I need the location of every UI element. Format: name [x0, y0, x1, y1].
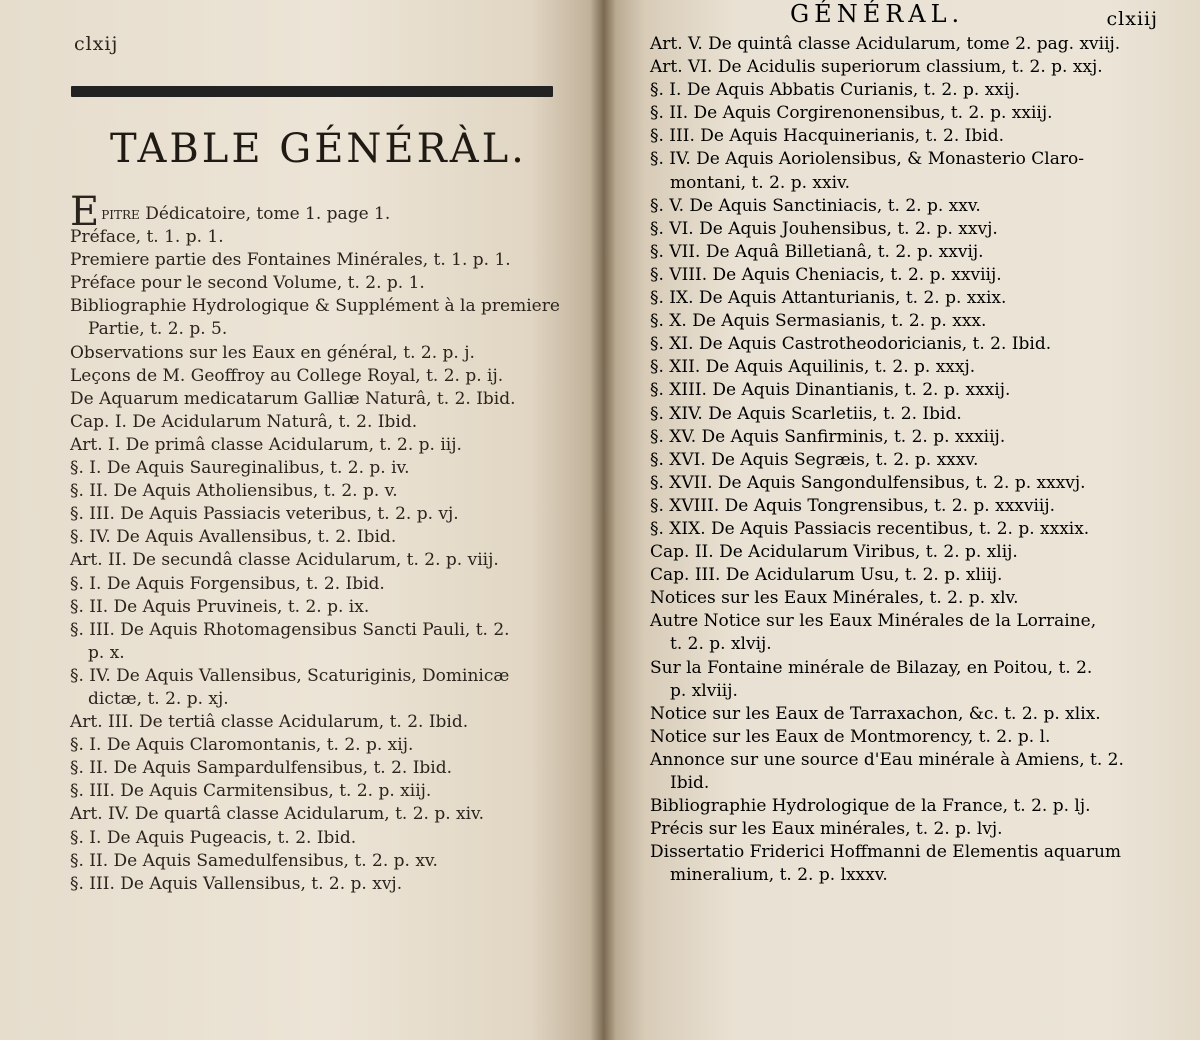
- list-item: §. XII. De Aquis Aquilinis, t. 2. p. xxxj.: [650, 357, 976, 378]
- list-item: Autre Notice sur les Eaux Minérales de la Lorraine,: [650, 611, 1097, 632]
- list-item: Sur la Fontaine minérale de Bilazay, en Poitou, t. 2.: [650, 657, 1093, 678]
- list-item: p. xlviij.: [670, 680, 738, 701]
- list-item: p. x.: [88, 642, 125, 663]
- list-item: Art. V. De quintâ classe Acidularum, tome 2. pag. xviij.: [650, 34, 1121, 54]
- list-item: §. III. De Aquis Rhotomagensibus Sancti Pauli, t. 2.: [70, 619, 510, 640]
- list-item: Art. III. De tertiâ classe Acidularum, t. 2. Ibid.: [70, 712, 469, 733]
- list-item: §. IX. De Aquis Attanturianis, t. 2. p. xxix.: [650, 288, 1007, 309]
- list-item: §. XVI. De Aquis Segræis, t. 2. p. xxxv.: [650, 449, 979, 470]
- left-page-number: clxij: [74, 33, 119, 55]
- list-item: De Aquarum medicatarum Galliæ Naturâ, t. 2. Ibid.: [70, 388, 516, 409]
- list-item: §. XIII. De Aquis Dinantianis, t. 2. p. xxxij.: [650, 380, 1011, 401]
- list-item: §. V. De Aquis Sanctiniacis, t. 2. p. xxv.: [650, 195, 981, 216]
- list-item: §. X. De Aquis Sermasianis, t. 2. p. xxx.: [650, 311, 987, 332]
- list-item: montani, t. 2. p. xxiv.: [670, 172, 851, 193]
- list-item: §. XVII. De Aquis Sangondulfensibus, t. 2. p. xxxvj.: [650, 472, 1086, 493]
- list-item: Art. I. De primâ classe Acidularum, t. 2. p. iij.: [70, 434, 462, 455]
- list-item: §. I. De Aquis Forgensibus, t. 2. Ibid.: [70, 573, 385, 594]
- list-item: §. II. De Aquis Corgirenonensibus, t. 2. p. xxiij.: [650, 103, 1053, 124]
- list-item: Préface pour le second Volume, t. 2. p. 1.: [70, 273, 425, 294]
- list-item: Bibliographie Hydrologique de la France, t. 2. p. lj.: [650, 796, 1091, 817]
- list-item: §. XV. De Aquis Sanfirminis, t. 2. p. xxxiij.: [650, 426, 1006, 447]
- list-item: Art. IV. De quartâ classe Acidularum, t. 2. p. xiv.: [70, 804, 485, 825]
- list-item: §. XIV. De Aquis Scarletiis, t. 2. Ibid.: [650, 403, 962, 424]
- list-item: Art. VI. De Acidulis superiorum classium, t. 2. p. xxj.: [650, 57, 1103, 78]
- list-item: §. II. De Aquis Atholiensibus, t. 2. p. v.: [70, 481, 398, 502]
- list-item: §. II. De Aquis Samedulfensibus, t. 2. p. xv.: [70, 850, 438, 871]
- list-item: Cap. I. De Acidularum Naturâ, t. 2. Ibid.: [70, 411, 418, 432]
- list-item: Cap. III. De Acidularum Usu, t. 2. p. xliij.: [650, 565, 1003, 586]
- list-item: Bibliographie Hydrologique & Supplément à la premiere: [70, 296, 560, 317]
- list-item: Partie, t. 2. p. 5.: [88, 319, 228, 340]
- list-item: Leçons de M. Geoffroy au College Royal, t. 2. p. ij.: [70, 365, 504, 386]
- left-entry-list: [70, 189, 570, 896]
- list-item: Notice sur les Eaux de Montmorency, t. 2. p. l.: [650, 726, 1051, 747]
- list-item: §. III. De Aquis Passiacis veteribus, t. 2. p. vj.: [70, 504, 459, 525]
- list-item: §. XVIII. De Aquis Tongrensibus, t. 2. p. xxxviij.: [650, 495, 1056, 516]
- list-item: §. XIX. De Aquis Passiacis recentibus, t. 2. p. xxxix.: [650, 518, 1090, 539]
- list-item: §. VI. De Aquis Jouhensibus, t. 2. p. xxvj.: [650, 218, 998, 239]
- header-rule: [71, 86, 553, 97]
- list-item: §. III. De Aquis Hacquinerianis, t. 2. Ibid.: [650, 126, 1004, 147]
- list-item: §. IV. De Aquis Vallensibus, Scaturiginis, Dominicæ: [70, 665, 510, 686]
- list-item: §. III. De Aquis Vallensibus, t. 2. p. xvj.: [70, 873, 403, 894]
- right-page-number: clxiij: [1106, 8, 1158, 30]
- running-head: GÉNÉRAL.: [790, 0, 965, 28]
- list-item: §. VII. De Aquâ Billetianâ, t. 2. p. xxvij.: [650, 241, 984, 262]
- list-item: Notice sur les Eaux de Tarraxachon, &c. t. 2. p. xlix.: [650, 703, 1101, 724]
- list-item: §. II. De Aquis Sampardulfensibus, t. 2. Ibid.: [70, 758, 453, 779]
- entry-text: pitre: [101, 204, 140, 224]
- list-item: dictæ, t. 2. p. xj.: [88, 688, 229, 709]
- list-item: Cap. II. De Acidularum Viribus, t. 2. p. xlij.: [650, 542, 1018, 563]
- list-item: Ibid.: [670, 773, 710, 793]
- list-item: §. IV. De Aquis Avallensibus, t. 2. Ibid.: [70, 527, 397, 548]
- list-item: mineralium, t. 2. p. lxxxv.: [670, 865, 888, 886]
- list-item: Dissertatio Friderici Hoffmanni de Elementis aquarum: [650, 842, 1122, 863]
- list-item: Premiere partie des Fontaines Minérales, t. 1. p. 1.: [70, 250, 511, 271]
- list-item: §. VIII. De Aquis Cheniacis, t. 2. p. xxviij.: [650, 264, 1002, 285]
- list-item: t. 2. p. xlvij.: [670, 634, 772, 655]
- list-item: §. I. De Aquis Pugeacis, t. 2. Ibid.: [70, 827, 357, 848]
- page-title: TABLE GÉNÉRÀL.: [110, 126, 527, 172]
- list-item: Précis sur les Eaux minérales, t. 2. p. lvj.: [650, 819, 1003, 840]
- list-item: §. II. De Aquis Pruvineis, t. 2. p. ix.: [70, 596, 370, 617]
- list-item: §. I. De Aquis Claromontanis, t. 2. p. xij.: [70, 735, 414, 756]
- list-item: [70, 189, 570, 235]
- list-item: §. XI. De Aquis Castrotheodoricianis, t. 2. Ibid.: [650, 334, 1052, 355]
- list-item: Art. II. De secundâ classe Acidularum, t. 2. p. viij.: [70, 550, 499, 571]
- drop-cap-e: E: [70, 189, 100, 235]
- book-gutter: [590, 0, 616, 1040]
- list-item: §. III. De Aquis Carmitensibus, t. 2. p. xiij.: [70, 781, 432, 802]
- list-item: Observations sur les Eaux en général, t. 2. p. j.: [70, 342, 475, 363]
- list-item: §. I. De Aquis Saureginalibus, t. 2. p. iv.: [70, 458, 410, 479]
- list-item: §. I. De Aquis Abbatis Curianis, t. 2. p. xxij.: [650, 80, 1020, 101]
- list-item: Annonce sur une source d'Eau minérale à Amiens, t. 2.: [650, 749, 1124, 770]
- list-item: Préface, t. 1. p. 1.: [70, 227, 224, 248]
- list-item: §. IV. De Aquis Aoriolensibus, & Monasterio Claro-: [650, 149, 1084, 170]
- entry-text: Dédicatoire, tome 1. page 1.: [145, 204, 391, 224]
- list-item: Notices sur les Eaux Minérales, t. 2. p. xlv.: [650, 588, 1019, 609]
- right-entry-list: [650, 33, 1170, 887]
